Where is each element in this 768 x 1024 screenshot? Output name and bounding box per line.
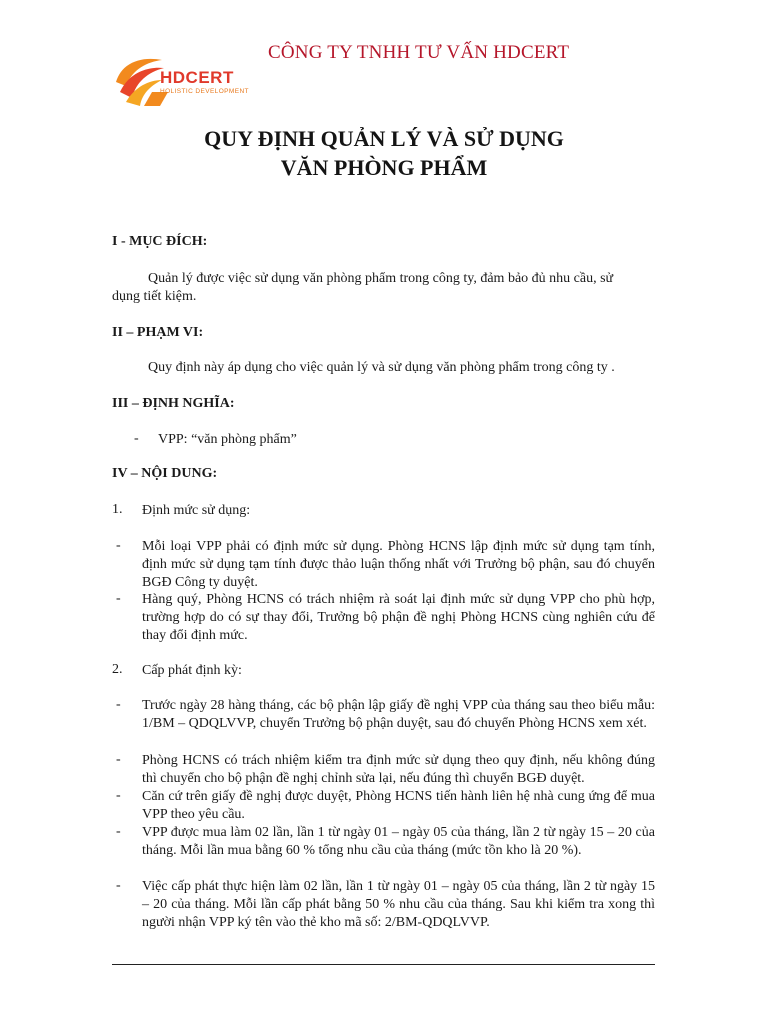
bullet-dash: - [116, 788, 121, 803]
document-title-line-2: VĂN PHÒNG PHẨM [280, 155, 488, 180]
subsection-2-title: Cấp phát định kỳ: [142, 663, 242, 678]
bullet-dash: - [116, 538, 121, 553]
subsection-1-title: Định mức sử dụng: [142, 503, 251, 518]
section-1-heading: I - MỤC ĐÍCH: [112, 234, 208, 249]
bullet-dash: - [116, 591, 121, 606]
section-2-heading: II – PHẠM VI: [112, 325, 204, 340]
section-3-heading: III – ĐỊNH NGHĨA: [112, 396, 235, 411]
list-item: VPP được mua làm 02 lần, lần 1 từ ngày 01 – ngày 05 của tháng, lần 2 từ ngày 15 – 20 của tháng. Mỗi lần mua bằng 60 % tổng nhu cầu của tháng (mức tồn kho là 20 %). [142, 825, 655, 858]
section-4-heading: IV – NỘI DUNG: [112, 466, 218, 481]
logo-subtitle: HOLISTIC DEVELOPMENT [160, 88, 249, 95]
bullet-dash: - [116, 697, 121, 712]
section-1-text-line-1: Quản lý được việc sử dụng văn phòng phẩm trong công ty, đảm bảo đủ nhu cầu, sử [148, 271, 614, 286]
bullet-dash: - [116, 824, 121, 839]
bullet-dash: - [134, 431, 139, 446]
subsection-2-number: 2. [112, 662, 123, 677]
bullet-dash: - [116, 752, 121, 767]
list-item: Việc cấp phát thực hiện làm 02 lần, lần 1 từ ngày 01 – ngày 05 của tháng, lần 2 từ ngày 15 – 20 của tháng. Mỗi lần cấp phát bằng 50 % nhu cầu của tháng. Sau khi kiểm tra xong thì người nhận VPP ký tên vào thẻ kho mã số: 2/BM-QDQLVVP. [142, 879, 655, 930]
list-item: Mỗi loại VPP phải có định mức sử dụng. Phòng HCNS lập định mức sử dụng tạm tính, định mức sử dụng tạm tính được thảo luận thống nhất với Trưởng bộ phận, sau đó chuyển BGĐ Công ty duyệt. [142, 539, 655, 590]
list-item: Căn cứ trên giấy đề nghị được duyệt, Phòng HCNS tiến hành liên hệ nhà cung ứng để mua VPP theo yêu cầu. [142, 789, 655, 822]
section-2-text: Quy định này áp dụng cho việc quản lý và sử dụng văn phòng phẩm trong công ty . [148, 360, 615, 375]
subsection-1-number: 1. [112, 502, 123, 517]
section-1-text-line-2: dụng tiết kiệm. [112, 289, 197, 304]
logo-text: HDCERT [160, 68, 234, 87]
list-item: Phòng HCNS có trách nhiệm kiểm tra định mức sử dụng theo quy định, nếu không đúng thì chuyển cho bộ phận đề nghị chỉnh sửa lại, nếu đúng thì chuyển BGĐ duyệt. [142, 753, 655, 786]
footer-divider [112, 964, 655, 965]
list-item: Trước ngày 28 hàng tháng, các bộ phận lập giấy đề nghị VPP của tháng sau theo biểu mẫu: 1/BM – QDQLVVP, chuyển Trưởng bộ phận duyệt, sau đó chuyển Phòng HCNS xem xét. [142, 698, 655, 731]
document-title-line-1: QUY ĐỊNH QUẢN LÝ VÀ SỬ DỤNG [204, 126, 564, 151]
company-name: CÔNG TY TNHH TƯ VẤN HDCERT [268, 42, 570, 63]
definition-item: VPP: “văn phòng phẩm” [158, 432, 297, 447]
company-logo [112, 52, 252, 108]
list-item: Hàng quý, Phòng HCNS có trách nhiệm rà soát lại định mức sử dụng VPP cho phù hợp, trường hợp do có sự thay đổi, Trưởng bộ phận đề nghị Phòng HCNS cùng nghiên cứu để thay đổi định mức. [142, 592, 655, 643]
bullet-dash: - [116, 878, 121, 893]
